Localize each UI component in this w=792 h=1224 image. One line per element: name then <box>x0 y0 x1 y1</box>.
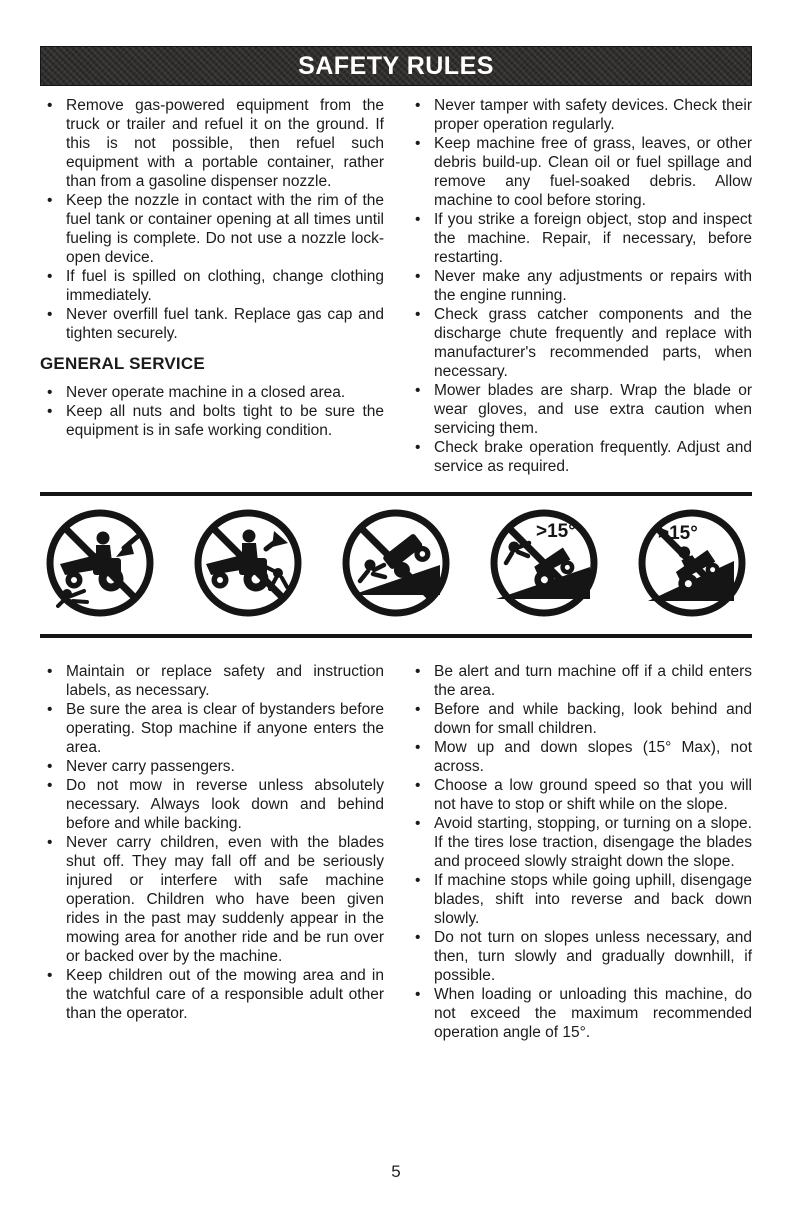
no-slope-over-15-rollback-icon <box>488 507 600 619</box>
bullet-item <box>40 305 384 343</box>
bullet-marker: • <box>47 834 53 851</box>
bullet-text: Be alert and turn machine off if a child enters the area. <box>434 663 752 699</box>
bullet-marker: • <box>415 306 421 323</box>
bullet-item <box>40 757 384 776</box>
bullet-item <box>408 381 752 438</box>
bullet-item <box>408 700 752 738</box>
bullet-marker: • <box>47 268 53 285</box>
bullet-text: Be sure the area is clear of bystanders before operating. Stop machine if anyone enters the area. <box>66 701 384 756</box>
bullet-text: Never make any adjustments or repairs with the engine running. <box>434 268 752 304</box>
bullet-marker: • <box>47 192 53 209</box>
bullet-item <box>40 966 384 1023</box>
no-backing-over-bystanders-icon <box>192 507 304 619</box>
bullet-item <box>408 210 752 267</box>
bullet-text: Keep children out of the mowing area and in the watchful care of a responsible adult other than the operator. <box>66 967 384 1022</box>
bullet-marker: • <box>415 97 421 114</box>
bullet-text: Before and while backing, look behind and down for small children. <box>434 701 752 737</box>
bullet-item <box>408 738 752 776</box>
top-right-column <box>408 96 752 476</box>
bullet-text: Keep machine free of grass, leaves, or other debris build-up. Clean oil or fuel spillage and remove any fuel-soaked debris. Allow machine to cool before storing. <box>434 135 752 209</box>
bullet-marker: • <box>415 872 421 889</box>
bullet-item <box>408 928 752 985</box>
bullet-text: Do not turn on slopes unless necessary, and then, turn slowly and gradually downhill, if possible. <box>434 929 752 984</box>
bullet-item <box>408 134 752 210</box>
bullet-marker: • <box>47 758 53 775</box>
bottom-right-column <box>408 662 752 1042</box>
bullet-item <box>40 662 384 700</box>
bullet-text: Never carry children, even with the blades shut off. They may fall off and be seriously injured or interfere with safe machine operation. Children who have been given rides in the past may suddenly appear in the mowing area for another ride and be run over or backed over by the machine. <box>66 834 384 965</box>
bullet-item <box>40 191 384 267</box>
bullet-marker: • <box>415 382 421 399</box>
bullet-marker: • <box>415 135 421 152</box>
page-title: SAFETY RULES <box>298 51 494 80</box>
bullet-text: If fuel is spilled on clothing, change clothing immediately. <box>66 268 384 304</box>
bullet-text: Mow up and down slopes (15° Max), not across. <box>434 739 752 775</box>
bullet-text: When loading or unloading this machine, do not exceed the maximum recommended operation angle of 15°. <box>434 986 752 1041</box>
bullet-item <box>408 662 752 700</box>
bullet-item <box>408 814 752 871</box>
page-number: 5 <box>391 1162 401 1181</box>
top-columns <box>40 96 752 476</box>
bullet-text: Check brake operation frequently. Adjust and service as required. <box>434 439 752 475</box>
bullet-item <box>40 96 384 191</box>
bullet-marker: • <box>415 929 421 946</box>
bullet-marker: • <box>47 701 53 718</box>
bullet-item <box>408 871 752 928</box>
bullet-marker: • <box>415 701 421 718</box>
bullet-item <box>40 776 384 833</box>
bullet-text: Avoid starting, stopping, or turning on a slope. If the tires lose traction, disengage the blades and proceed slowly straight down the slope. <box>434 815 752 870</box>
bullet-text: Remove gas-powered equipment from the truck or trailer and refuel it on the ground. If this is not possible, then refuel such equipment with a portable container, rather than from a gasoline dispenser nozzle. <box>66 97 384 190</box>
bullet-item <box>408 985 752 1042</box>
bullet-marker: • <box>415 815 421 832</box>
angle-label: >15° <box>658 523 698 544</box>
section-title-bar <box>40 46 752 86</box>
bullet-marker: • <box>47 663 53 680</box>
bullet-marker: • <box>415 211 421 228</box>
no-slope-over-15-uphill-icon <box>636 507 748 619</box>
bullet-marker: • <box>415 439 421 456</box>
safety-pictogram-band <box>40 492 752 638</box>
bullet-marker: • <box>415 986 421 1003</box>
bullet-text: Maintain or replace safety and instruction labels, as necessary. <box>66 663 384 699</box>
bullet-text: If machine stops while going uphill, disengage blades, shift into reverse and back down slowly. <box>434 872 752 927</box>
bullet-text: Keep all nuts and bolts tight to be sure the equipment is in safe working condition. <box>66 403 384 439</box>
bullet-item <box>408 438 752 476</box>
bullet-text: Do not mow in reverse unless absolutely necessary. Always look down and behind before and while backing. <box>66 777 384 832</box>
bullet-text: Check grass catcher components and the discharge chute frequently and replace with manufacturer's recommended parts, when necessary. <box>434 306 752 380</box>
bullet-item <box>408 305 752 381</box>
general-service-heading: GENERAL SERVICE <box>40 354 205 373</box>
bullet-marker: • <box>47 967 53 984</box>
no-riders-thrown-objects-icon <box>44 507 156 619</box>
bullet-marker: • <box>415 739 421 756</box>
bullet-text: Never overfill fuel tank. Replace gas cap and tighten securely. <box>66 306 384 342</box>
bullet-item <box>40 267 384 305</box>
bullet-marker: • <box>47 384 53 401</box>
bottom-columns <box>40 662 752 1042</box>
bullet-marker: • <box>415 663 421 680</box>
bullet-text: Never carry passengers. <box>66 758 235 775</box>
top-left-column <box>40 96 384 476</box>
angle-label: >15° <box>536 521 576 542</box>
bullet-text: If you strike a foreign object, stop and inspect the machine. Repair, if necessary, before restarting. <box>434 211 752 266</box>
bullet-item <box>408 96 752 134</box>
bullet-item <box>40 402 384 440</box>
bullet-item <box>40 700 384 757</box>
bottom-left-column <box>40 662 384 1042</box>
no-sideways-slope-tipover-icon <box>340 507 452 619</box>
bullet-text: Never tamper with safety devices. Check their proper operation regularly. <box>434 97 752 133</box>
bullet-item <box>40 383 384 402</box>
bullet-marker: • <box>415 777 421 794</box>
bullet-marker: • <box>47 97 53 114</box>
bullet-item <box>40 833 384 966</box>
bullet-marker: • <box>47 306 53 323</box>
bullet-item <box>408 776 752 814</box>
bullet-text: Keep the nozzle in contact with the rim of the fuel tank or container opening at all times until fueling is complete. Do not use a nozzle lock-open device. <box>66 192 384 266</box>
bullet-item <box>408 267 752 305</box>
bullet-text: Never operate machine in a closed area. <box>66 384 346 401</box>
bullet-marker: • <box>415 268 421 285</box>
bullet-marker: • <box>47 777 53 794</box>
bullet-text: Mower blades are sharp. Wrap the blade or wear gloves, and use extra caution when servicing them. <box>434 382 752 437</box>
bullet-marker: • <box>47 403 53 420</box>
bullet-text: Choose a low ground speed so that you will not have to stop or shift while on the slope. <box>434 777 752 813</box>
